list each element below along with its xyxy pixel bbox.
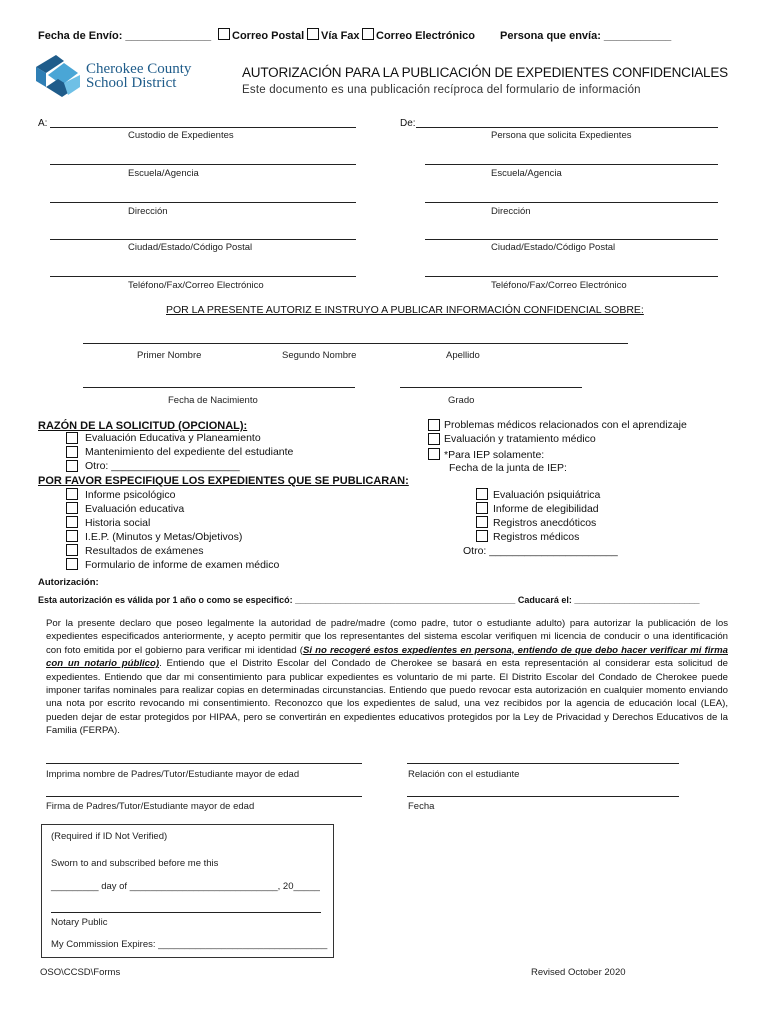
correo-electronico-checkbox[interactable] — [362, 28, 374, 40]
record-edu-checkbox[interactable] — [66, 502, 78, 514]
reason-other-checkbox[interactable] — [66, 460, 78, 472]
record-other-label: Otro: ______________________ — [463, 545, 618, 557]
form-subtitle: Este documento es una publicación recíproca del formulario de información — [242, 84, 641, 96]
to-label: A: — [38, 118, 48, 129]
reason-eval-checkbox[interactable] — [66, 432, 78, 444]
reason-maintain-checkbox[interactable] — [66, 446, 78, 458]
notary-sworn: Sworn to and subscribed before me this — [51, 858, 219, 869]
from-contact-line[interactable] — [425, 276, 718, 277]
reason-eval-label: Evaluación Educativa y Planeamiento — [85, 432, 261, 444]
notary-public-label: Notary Public — [51, 917, 108, 928]
form-title: AUTORIZACIÓN PARA LA PUBLICACIÓN DE EXPEDIENTES CONFIDENCIALES — [242, 65, 728, 80]
via-fax-label: Vía Fax — [321, 30, 360, 42]
notary-signature-line[interactable] — [51, 912, 321, 913]
reason-medical-treatment-label: Evaluación y tratamiento médico — [444, 433, 596, 445]
record-tests-checkbox[interactable] — [66, 544, 78, 556]
to-contact-label: Teléfono/Fax/Correo Electrónico — [128, 280, 264, 291]
consent-part-2: . Entiendo que el Distrito Escolar del Condado de Cherokee se basará en esta representación al considerar esta solicitud de expedientes. Entiendo que dar mi consentimiento para publicar expedientes es voluntario de mi parte. El Distrito Escolar del Condado de Cherokee puede imponer tarifas nominales para realizar copias en determinadas circunstancias. Entiendo que puedo revocar esta autorización en cualquier momento enviando una nota por escrito revocando mi consentimiento. Reconozco que los expedientes de salud, una vez recibidos por la agencia de educación local (LEA), pueden dejar de estar protegidos por HIPAA, pero se convertirán en expedientes educativos protegidos por la Ley de Privacidad y Derechos Educativos de la Familia (FERPA). — [46, 658, 728, 737]
grado-label: Grado — [448, 395, 475, 406]
reason-medical-learning-label: Problemas médicos relacionados con el aprendizaje — [444, 419, 687, 431]
reason-iep-label: *Para IEP solamente: — [444, 449, 545, 461]
record-iep-label: I.E.P. (Minutos y Metas/Objetivos) — [85, 531, 243, 543]
correo-postal-label: Correo Postal — [232, 30, 305, 42]
from-label: De: — [400, 118, 416, 129]
record-edu-label: Evaluación educativa — [85, 503, 185, 515]
record-psych-checkbox[interactable] — [66, 488, 78, 500]
record-eligibility-label: Informe de elegibilidad — [493, 503, 599, 515]
correo-electronico-label: Correo Electrónico — [376, 30, 476, 42]
record-social-label: Historia social — [85, 517, 151, 529]
reason-iep-date-label: Fecha de la junta de IEP: — [449, 462, 567, 474]
records-heading: POR FAVOR ESPECIFIQUE LOS EXPEDIENTES QUE SE PUBLICARAN: — [38, 475, 409, 487]
notary-day-of[interactable]: _________ day of ____________________________, 20_____ — [51, 881, 320, 892]
record-medical-label: Registros médicos — [493, 531, 580, 543]
logo-line-2: School District — [86, 75, 177, 91]
to-city-label: Ciudad/Estado/Código Postal — [128, 242, 253, 253]
from-contact-label: Teléfono/Fax/Correo Electrónico — [491, 280, 627, 291]
logo-text — [86, 62, 191, 90]
authorization-label: Autorización: — [38, 577, 99, 588]
record-medical-form-label: Formulario de informe de examen médico — [85, 559, 280, 571]
grade-line[interactable] — [400, 387, 582, 388]
from-requester-label: Persona que solicita Expedientes — [491, 130, 632, 141]
record-medical-form-checkbox[interactable] — [66, 558, 78, 570]
record-social-checkbox[interactable] — [66, 516, 78, 528]
to-address-line[interactable] — [50, 202, 356, 203]
record-psychiatric-checkbox[interactable] — [476, 488, 488, 500]
from-address-label: Dirección — [491, 206, 531, 217]
to-custodian-line[interactable] — [50, 127, 356, 128]
signature-line[interactable] — [46, 796, 362, 797]
record-eligibility-checkbox[interactable] — [476, 502, 488, 514]
record-psych-label: Informe psicológico — [85, 489, 176, 501]
reason-medical-learning-checkbox[interactable] — [428, 419, 440, 431]
via-fax-checkbox[interactable] — [307, 28, 319, 40]
footer-path: OSO\CCSD\Forms — [40, 967, 121, 978]
reason-medical-treatment-checkbox[interactable] — [428, 433, 440, 445]
fecha-envio-label: Fecha de Envío: ______________ — [38, 30, 212, 42]
reason-other-label: Otro: ______________________ — [85, 460, 240, 472]
persona-envia-label: Persona que envía: ___________ — [500, 30, 672, 42]
date-label: Fecha — [408, 801, 435, 812]
student-name-line[interactable] — [83, 343, 628, 344]
from-school-label: Escuela/Agencia — [491, 168, 562, 179]
logo-line-1: Cherokee County — [86, 61, 192, 77]
from-requester-line[interactable] — [416, 127, 718, 128]
reason-heading: RAZÓN DE LA SOLICITUD (OPCIONAL): — [38, 420, 248, 432]
record-anecdotal-checkbox[interactable] — [476, 516, 488, 528]
district-logo — [34, 53, 84, 99]
from-address-line[interactable] — [425, 202, 718, 203]
to-city-line[interactable] — [50, 239, 356, 240]
segundo-nombre-label: Segundo Nombre — [282, 350, 357, 361]
birthdate-line[interactable] — [83, 387, 355, 388]
print-name-line[interactable] — [46, 763, 362, 764]
relation-line[interactable] — [407, 763, 679, 764]
authorize-heading: POR LA PRESENTE AUTORIZ E INSTRUYO A PUBLICAR INFORMACIÓN CONFIDENCIAL SOBRE: — [166, 304, 644, 316]
to-contact-line[interactable] — [50, 276, 356, 277]
record-iep-checkbox[interactable] — [66, 530, 78, 542]
relation-label: Relación con el estudiante — [408, 769, 520, 780]
consent-part-1: Por la presente declaro que poseo legalmente la autoridad de padre/madre (como padre, tutor o estudiante adulto) para autorizar la publicación de los expedientes especificados anteriormente, y acepto permitir que los representantes del sistema escolar verifiquen mi licencia de conducir o una identificación con foto emitida por el gobierno para verificar mi identidad ( — [46, 618, 728, 656]
from-city-line[interactable] — [425, 239, 718, 240]
record-psychiatric-label: Evaluación psiquiátrica — [493, 489, 601, 501]
footer-revised: Revised October 2020 — [531, 967, 626, 978]
correo-postal-checkbox[interactable] — [218, 28, 230, 40]
authorization-validity: Esta autorización es válida por 1 año o como se especificó: ____________________________________________ Caducará el: _________________________ — [38, 595, 700, 605]
to-school-line[interactable] — [50, 164, 356, 165]
record-tests-label: Resultados de exámenes — [85, 545, 204, 557]
notary-expires[interactable]: My Commission Expires: ________________________________ — [51, 939, 328, 950]
to-address-label: Dirección — [128, 206, 168, 217]
consent-emphasis: Si no recogeré estos expedientes en persona, entiendo de que debo hacer verificar mi firma con un notario público) — [46, 644, 728, 670]
apellido-label: Apellido — [446, 350, 480, 361]
reason-maintain-label: Mantenimiento del expediente del estudiante — [85, 446, 294, 458]
reason-iep-checkbox[interactable] — [428, 448, 440, 460]
signature-label: Firma de Padres/Tutor/Estudiante mayor de edad — [46, 801, 255, 812]
from-school-line[interactable] — [425, 164, 718, 165]
notary-required: (Required if ID Not Verified) — [51, 831, 168, 842]
consent-paragraph — [46, 617, 728, 738]
fecha-nacimiento-label: Fecha de Nacimiento — [168, 395, 258, 406]
record-medical-checkbox[interactable] — [476, 530, 488, 542]
date-line[interactable] — [407, 796, 679, 797]
print-name-label: Imprima nombre de Padres/Tutor/Estudiante mayor de edad — [46, 769, 300, 780]
to-school-label: Escuela/Agencia — [128, 168, 199, 179]
record-anecdotal-label: Registros anecdóticos — [493, 517, 597, 529]
primer-nombre-label: Primer Nombre — [137, 350, 202, 361]
to-custodian-label: Custodio de Expedientes — [128, 130, 234, 141]
from-city-label: Ciudad/Estado/Código Postal — [491, 242, 616, 253]
